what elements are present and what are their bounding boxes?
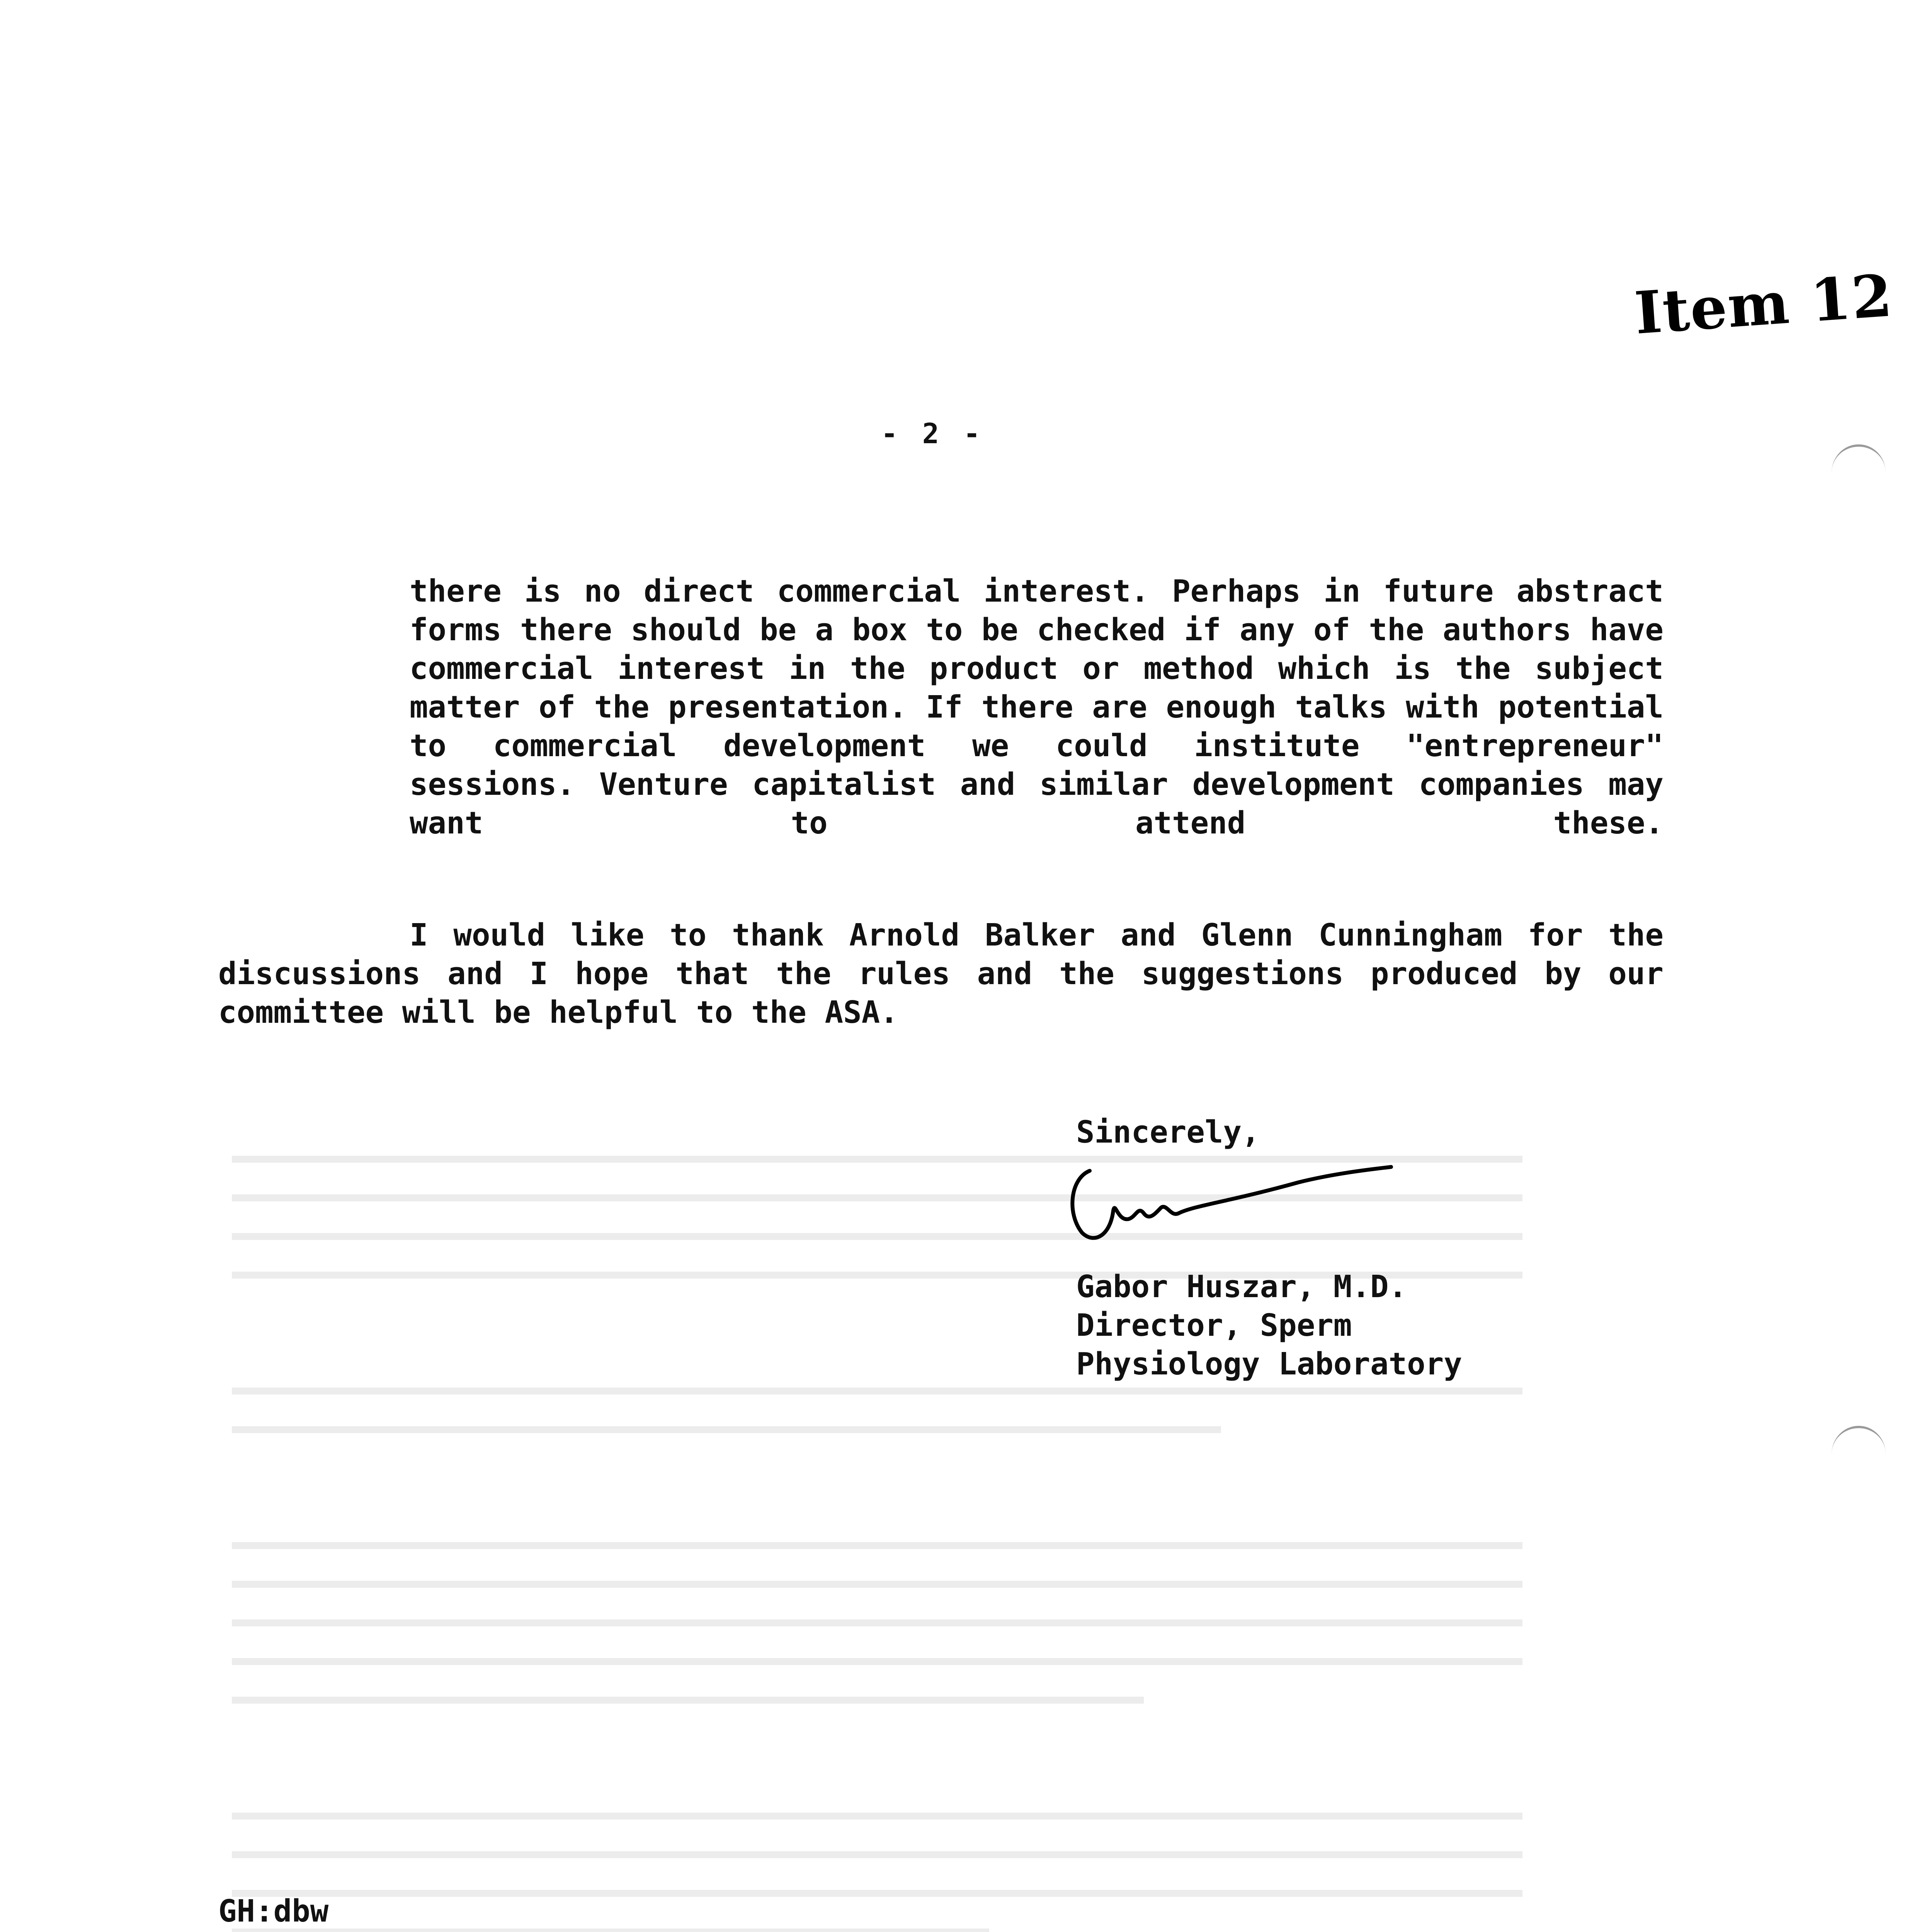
signer-name: Gabor Huszar, M.D.: [1076, 1269, 1407, 1304]
bleed-through-letterhead: [1190, 340, 1209, 429]
punch-hole-mark: [1832, 444, 1886, 501]
closing-salutation: Sincerely,: [1076, 1114, 1260, 1150]
handwritten-item-note: Item 12: [1632, 261, 1895, 348]
body-paragraph-2: [218, 916, 1664, 1032]
signer-department: Physiology Laboratory: [1076, 1346, 1462, 1382]
punch-hole-mark: [1832, 1426, 1886, 1482]
paragraph-2-second-line: discussions and I hope that the rules and the suggestions produced by our: [218, 956, 1664, 992]
paragraph-2-last-line: committee will be helpful to the ASA.: [218, 995, 898, 1030]
typist-initials: GH:dbw: [218, 1893, 329, 1929]
paragraph-2-first-line: I would like to thank Arnold Balker and Glenn Cunningham for the: [410, 917, 1664, 953]
page-number: - 2 -: [881, 417, 984, 450]
signature-block: [1076, 1267, 1462, 1383]
handwritten-signature: [1067, 1155, 1399, 1264]
signer-title: Director, Sperm: [1076, 1308, 1352, 1343]
body-paragraph-1: there is no direct commercial interest. Perhaps in future abstract forms there should be a box to be checked if any of the authors have commercial interest in the product or method which is the subject matter of the presentation. If there are enough talks with potential to commercial development we could institute "entrepreneur" sessions. Venture capitalist and similar development companies may want to attend these.: [410, 573, 1664, 841]
